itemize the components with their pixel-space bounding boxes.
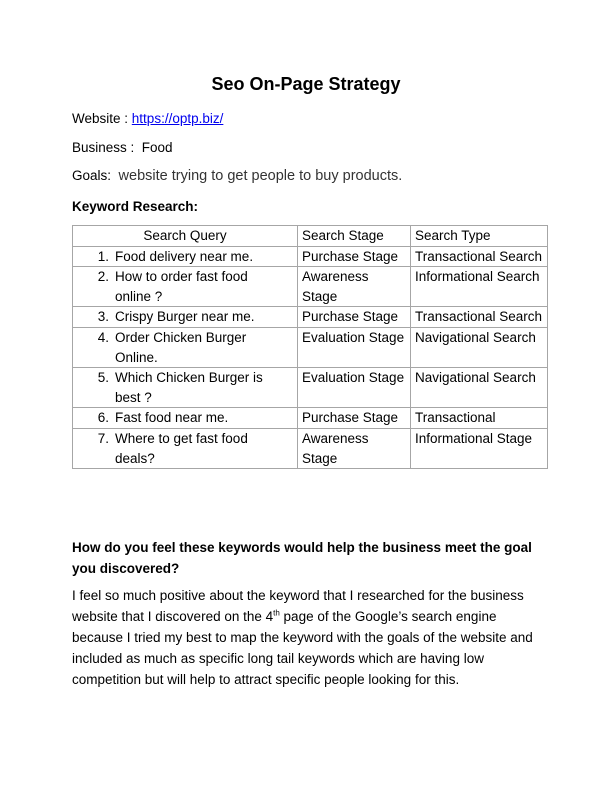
- query-cell: [73, 267, 298, 307]
- page-title: Seo On-Page Strategy: [211, 74, 401, 94]
- query-cell: [73, 327, 298, 367]
- answer-text-2: page of the Google’s search engine because I tried my best to map the keyword with the goals of the website and included as much as specific long tail keywords which are having low competition but will help to attract specific people looking for this.: [72, 609, 533, 687]
- query-text: Food delivery near me.: [115, 248, 254, 264]
- header-search-type: Search Type: [411, 226, 548, 247]
- stage-cell: Purchase Stage: [298, 408, 411, 429]
- row-number: 1.: [97, 248, 109, 264]
- type-cell: Informational Search: [411, 267, 548, 307]
- keyword-table: [72, 225, 548, 469]
- table-row: [73, 307, 548, 328]
- website-line: [72, 111, 223, 126]
- type-cell: Navigational Search: [411, 327, 548, 367]
- row-number: 7.: [97, 430, 109, 446]
- keyword-heading: Keyword Research:: [72, 199, 199, 214]
- goals-label: Goals:: [72, 168, 112, 183]
- type-cell: Transactional: [411, 408, 548, 429]
- query-cell: [73, 408, 298, 429]
- website-link[interactable]: https://optp.biz/: [131, 111, 224, 126]
- table-row: [73, 428, 548, 468]
- stage-cell: Evaluation Stage: [298, 368, 411, 408]
- row-number: 5.: [97, 370, 109, 386]
- query-text: Order Chicken Burger Online.: [115, 329, 247, 365]
- row-number: 4.: [97, 329, 109, 345]
- type-cell: Transactional Search: [411, 246, 548, 267]
- table-header-row: [73, 226, 548, 247]
- query-cell: [73, 246, 298, 267]
- question-heading: How do you feel these keywords would help the business meet the goal you discovered?: [72, 540, 532, 576]
- stage-cell: Awareness Stage: [298, 428, 411, 468]
- query-text: Where to get fast food deals?: [115, 430, 248, 466]
- business-value: Food: [141, 140, 173, 155]
- stage-cell: Awareness Stage: [298, 267, 411, 307]
- query-text: Which Chicken Burger is best ?: [115, 370, 263, 405]
- query-cell: [73, 428, 298, 468]
- query-text: How to order fast food online ?: [115, 269, 248, 304]
- answer-text-1: I feel so much positive about the keyword that I researched for the business website that I discovered on the 4: [72, 588, 524, 624]
- table-row: [73, 408, 548, 429]
- business-label: Business :: [72, 140, 135, 155]
- goals-value: website trying to get people to buy products.: [118, 168, 403, 184]
- query-text: Fast food near me.: [115, 410, 229, 426]
- table-row: [73, 246, 548, 267]
- row-number: 2.: [97, 269, 109, 285]
- query-cell: [73, 368, 298, 408]
- table-row: [73, 267, 548, 307]
- row-number: 3.: [97, 309, 109, 325]
- type-cell: Navigational Search: [411, 368, 548, 408]
- query-cell: [73, 307, 298, 328]
- website-label: Website :: [72, 111, 129, 126]
- header-search-stage: Search Stage: [298, 226, 411, 247]
- stage-cell: Evaluation Stage: [298, 327, 411, 367]
- stage-cell: Purchase Stage: [298, 307, 411, 328]
- answer-superscript: th: [273, 608, 280, 618]
- answer-paragraph: [72, 585, 547, 690]
- business-line: [72, 140, 173, 155]
- stage-cell: Purchase Stage: [298, 246, 411, 267]
- header-search-query: Search Query: [73, 226, 298, 247]
- goals-line: [72, 168, 402, 184]
- type-cell: Informational Stage: [411, 428, 548, 468]
- table-row: [73, 327, 548, 367]
- query-text: Crispy Burger near me.: [115, 309, 255, 325]
- row-number: 6.: [97, 410, 109, 426]
- table-row: [73, 368, 548, 408]
- type-cell: Transactional Search: [411, 307, 548, 328]
